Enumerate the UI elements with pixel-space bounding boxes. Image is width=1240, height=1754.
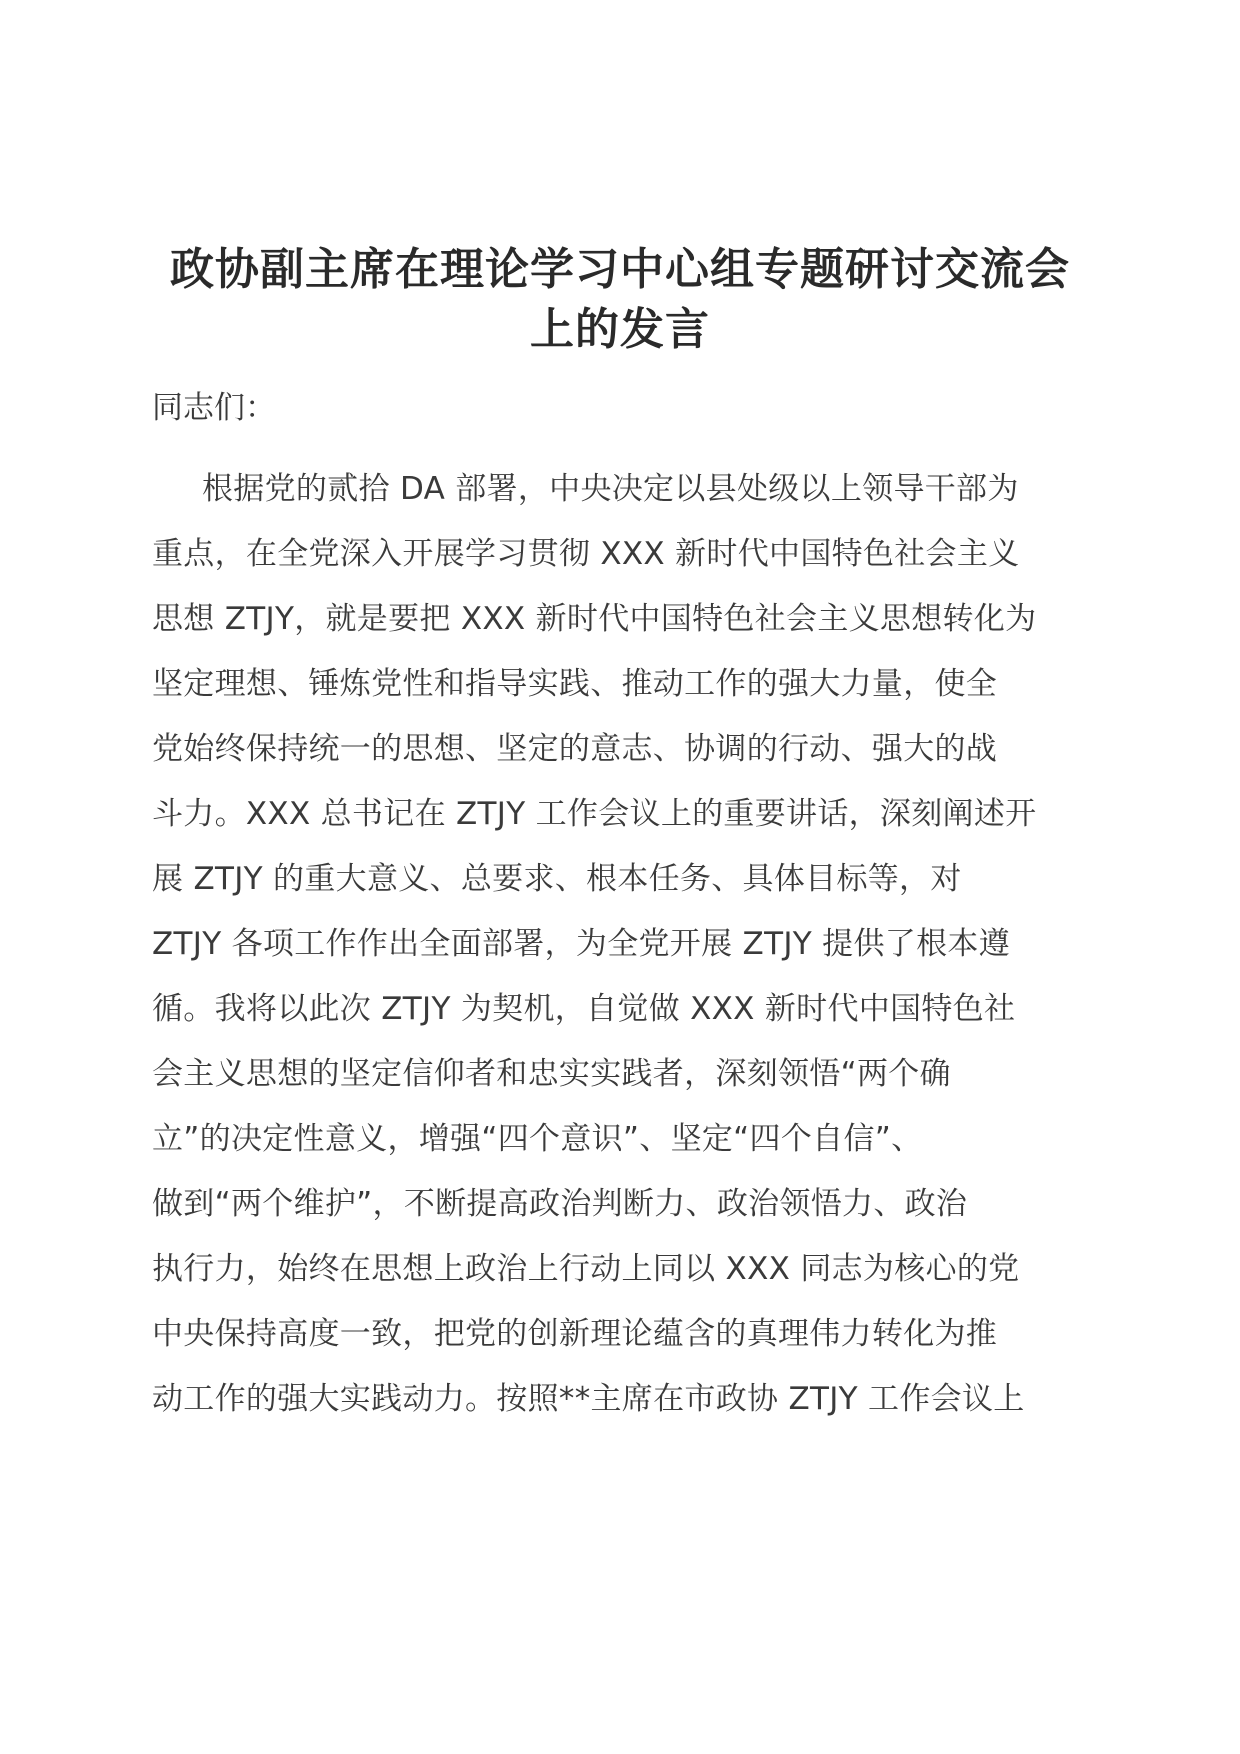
paragraph-line: 思想 ZTJY，就是要把 XXX 新时代中国特色社会主义思想转化为 xyxy=(152,601,1037,637)
paragraph-line: 循。我将以此次 ZTJY 为契机，自觉做 XXX 新时代中国特色社 xyxy=(152,991,1016,1027)
paragraph-line: 展 ZTJY 的重大意义、总要求、根本任务、具体目标等，对 xyxy=(152,861,962,897)
paragraph-line: 会主义思想的坚定信仰者和忠实实践者，深刻领悟“两个确 xyxy=(152,1056,951,1092)
document-title xyxy=(150,240,1090,360)
paragraph-line: 中央保持高度一致，把党的创新理论蕴含的真理伟力转化为推 xyxy=(152,1316,998,1352)
title-line: 上的发言 xyxy=(530,304,710,355)
paragraph-line: 党始终保持统一的思想、坚定的意志、协调的行动、强大的战 xyxy=(152,731,998,767)
paragraph-line: 坚定理想、锤炼党性和指导实践、推动工作的强大力量，使全 xyxy=(152,666,998,702)
salutation: 同志们： xyxy=(152,390,276,426)
paragraph-line: 动工作的强大实践动力。按照**主席在市政协 ZTJY 工作会议上 xyxy=(152,1381,1025,1417)
body-paragraph xyxy=(152,457,1092,1432)
paragraph-line: ZTJY 各项工作作出全面部署，为全党开展 ZTJY 提供了根本遵 xyxy=(152,926,1010,962)
paragraph-line: 执行力，始终在思想上政治上行动上同以 XXX 同志为核心的党 xyxy=(152,1251,1020,1287)
title-line: 政协副主席在理论学习中心组专题研讨交流会 xyxy=(170,244,1070,295)
paragraph-line: 根据党的贰拾 DA 部署，中央决定以县处级以上领导干部为 xyxy=(202,471,1019,507)
paragraph-line: 做到“两个维护”，不断提高政治判断力、政治领悟力、政治 xyxy=(152,1186,968,1222)
paragraph-line: 斗力。XXX 总书记在 ZTJY 工作会议上的重要讲话，深刻阐述开 xyxy=(152,796,1037,832)
paragraph-line: 立”的决定性意义，增强“四个意识”、坚定“四个自信”、 xyxy=(152,1121,923,1157)
paragraph-line: 重点，在全党深入开展学习贯彻 XXX 新时代中国特色社会主义 xyxy=(152,536,1020,572)
